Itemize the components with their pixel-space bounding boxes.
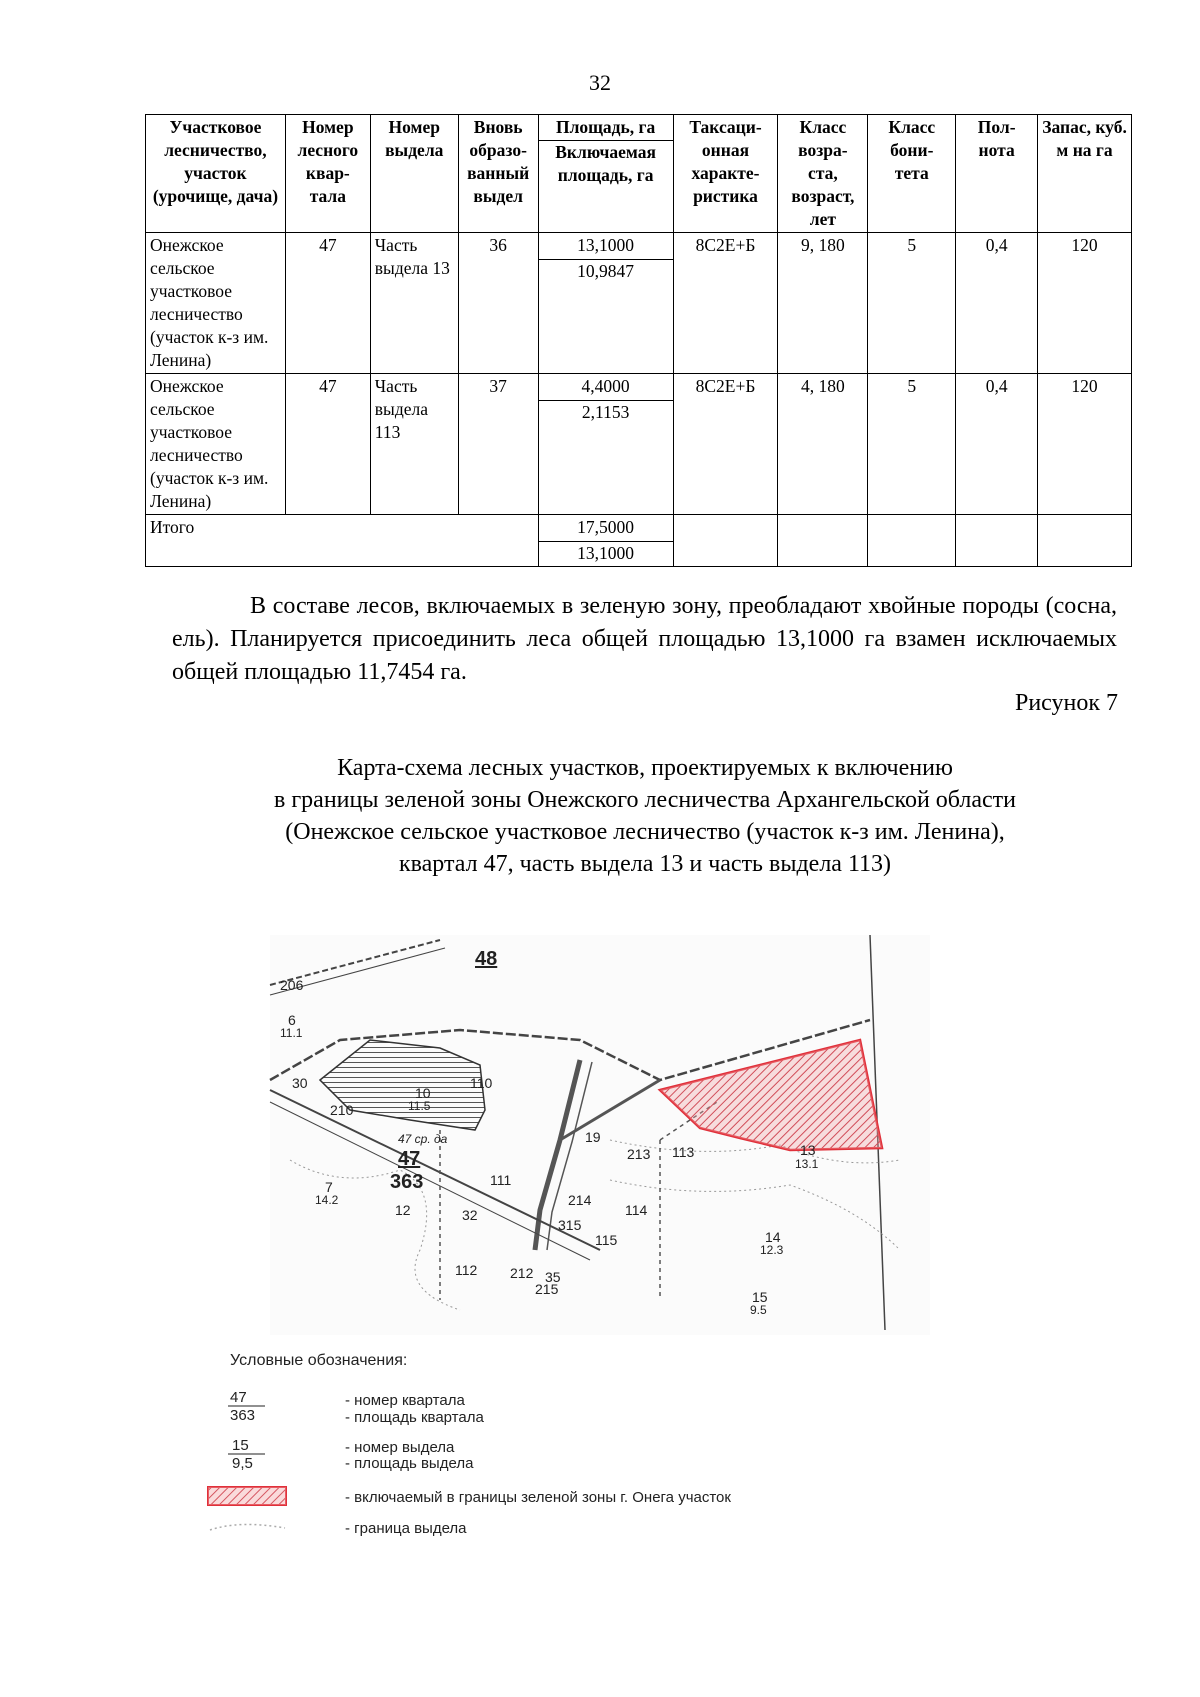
- cell-new-allotment: 36: [458, 233, 538, 374]
- quarter-area-label: 363: [390, 1171, 424, 1193]
- legend-boundary-desc: - граница выдела: [345, 1520, 467, 1537]
- cell-bonitet: 5: [868, 233, 956, 374]
- header-forestry: Участковое лесничество, участок (урочище, дача): [146, 115, 286, 233]
- allotment-label: 12.3: [760, 1243, 784, 1257]
- caption-line: в границы зеленой зоны Онежского лесничества Архангельской области: [273, 787, 1017, 813]
- legend-quarter-num-desc: - номер квартала: [345, 1392, 465, 1409]
- cell-density: 0,4: [956, 374, 1038, 515]
- allotment-label: 30: [292, 1075, 308, 1091]
- allotment-label: 10: [415, 1085, 431, 1101]
- cell-forestry: Онежское сельское участковое лесничество (участок к-з им. Ленина): [146, 233, 286, 374]
- allotment-label: 112: [455, 1262, 478, 1278]
- forest-plots-table: [145, 114, 1132, 567]
- table-total-row: [146, 515, 1132, 567]
- allotment-label: 15: [752, 1289, 768, 1305]
- legend-included-fill: [208, 1487, 286, 1505]
- legend-allot-num: 15: [232, 1437, 249, 1454]
- legend-quarter-area: 363: [230, 1407, 256, 1424]
- allotment-label: 206: [280, 977, 304, 993]
- allotment-label: 212: [510, 1265, 534, 1281]
- cell-stock: 120: [1038, 374, 1132, 515]
- map-svg: [140, 930, 1020, 1550]
- allotment-label: 13: [800, 1142, 816, 1158]
- allotment-label: 214: [568, 1192, 592, 1208]
- allotment-label: 6: [288, 1012, 296, 1028]
- cell-total-area-value: 17,5000: [577, 517, 635, 537]
- quarter-48-label: 48: [475, 948, 498, 970]
- forest-map: [140, 930, 1020, 1550]
- cell-total-included-area: 13,1000: [539, 541, 673, 565]
- cell-total-label: Итого: [146, 515, 539, 567]
- allotment-label: 7: [325, 1179, 333, 1195]
- cell-density: 0,4: [956, 233, 1038, 374]
- allotment-label: 35: [545, 1269, 561, 1285]
- table-row: [146, 233, 1132, 374]
- cell-empty: [1038, 515, 1132, 567]
- cell-new-allotment: 37: [458, 374, 538, 515]
- cell-quarter: 47: [285, 374, 370, 515]
- header-allotment: Номер выдела: [370, 115, 458, 233]
- quarter-47-label: 47: [398, 1148, 421, 1170]
- header-stock: Запас, куб. м на га: [1038, 115, 1132, 233]
- figure-label: Рисунок 7: [1014, 690, 1118, 716]
- legend-included-desc: - включаемый в границы зеленой зоны г. Онега участок: [345, 1489, 731, 1506]
- cell-bonitet: 5: [868, 374, 956, 515]
- allotment-label: 32: [462, 1207, 478, 1223]
- header-new-allotment: Вновь образо- ванный выдел: [458, 115, 538, 233]
- figure-caption: [150, 752, 1140, 880]
- legend-boundary-line: [210, 1524, 285, 1530]
- allotment-label: 315: [558, 1217, 582, 1233]
- caption-line: Карта-схема лесных участков, проектируемых к включению: [337, 755, 953, 781]
- header-area-bottom: Включаемая площадь, га: [555, 142, 656, 185]
- legend-allot-num-desc: - номер выдела: [345, 1439, 455, 1456]
- table-row: [146, 374, 1132, 515]
- allotment-label: 11.1: [280, 1026, 303, 1040]
- allotment-label: 14.2: [315, 1193, 339, 1207]
- table-header-row: [146, 115, 1132, 233]
- cell-empty: [778, 515, 868, 567]
- allotment-label: 114: [625, 1202, 648, 1218]
- allotment-label: 111: [490, 1172, 512, 1188]
- header-quarter: Номер лесного квар- тала: [285, 115, 370, 233]
- allotment-label: 11.5: [408, 1099, 431, 1113]
- allotment-label: 19: [585, 1129, 601, 1145]
- cell-area-value: 13,1000: [577, 235, 635, 255]
- page-number: 32: [589, 70, 611, 95]
- cell-total-area: [538, 515, 673, 567]
- map-legend: [208, 1352, 731, 1537]
- header-bonitet: Класс бони- тета: [868, 115, 956, 233]
- allotment-label: 47 ср. да: [398, 1132, 448, 1146]
- cell-forestry: Онежское сельское участковое лесничество (участок к-з им. Ленина): [146, 374, 286, 515]
- legend-allot-area: 9,5: [232, 1455, 253, 1472]
- cell-stock: 120: [1038, 233, 1132, 374]
- legend-quarter-num: 47: [230, 1389, 247, 1406]
- cell-age: 9, 180: [778, 233, 868, 374]
- allotment-label: 12: [395, 1202, 411, 1218]
- allotment-label: 215: [535, 1281, 559, 1297]
- body-paragraph: В составе лесов, включаемых в зеленую зону, преобладают хвойные породы (сосна, ель). Планируется присоединить леса общей площадью 13,1000 га взамен исключаемых общей площадью 11,7454 га.: [172, 593, 1117, 685]
- cell-empty: [868, 515, 956, 567]
- header-area: [538, 115, 673, 233]
- caption-line: (Онежское сельское участковое лесничество (участок к-з им. Ленина),: [285, 819, 1005, 845]
- cell-area: [538, 374, 673, 515]
- legend-quarter-area-desc: - площадь квартала: [345, 1409, 484, 1426]
- cell-quarter: 47: [285, 233, 370, 374]
- legend-title: Условные обозначения:: [230, 1352, 408, 1369]
- legend-allot-area-desc: - площадь выдела: [345, 1455, 474, 1472]
- cell-age: 4, 180: [778, 374, 868, 515]
- cell-taxation: 8С2Е+Б: [673, 374, 778, 515]
- header-taxation: Таксаци- онная характе- ристика: [673, 115, 778, 233]
- allotment-label: 9.5: [750, 1303, 767, 1317]
- caption-line: квартал 47, часть выдела 13 и часть выдела 113): [398, 851, 892, 877]
- allotment-label: 110: [470, 1075, 493, 1091]
- cell-included-area: 2,1153: [539, 400, 673, 424]
- header-area-top: Площадь, га: [539, 116, 673, 141]
- cell-included-area: 10,9847: [539, 259, 673, 283]
- allotment-label: 13.1: [795, 1157, 819, 1171]
- cell-allotment: Часть выдела 13: [370, 233, 458, 374]
- allotment-label: 210: [330, 1102, 354, 1118]
- cell-empty: [673, 515, 778, 567]
- cell-area: [538, 233, 673, 374]
- allotment-label: 14: [765, 1229, 781, 1245]
- cell-allotment: Часть выдела 113: [370, 374, 458, 515]
- cell-area-value: 4,4000: [581, 376, 630, 396]
- header-age-class: Класс возра- ста, возраст, лет: [778, 115, 868, 233]
- allotment-label: 115: [595, 1232, 618, 1248]
- header-density: Пол- нота: [956, 115, 1038, 233]
- allotment-label: 213: [627, 1146, 651, 1162]
- cell-empty: [956, 515, 1038, 567]
- allotment-label: 113: [672, 1144, 695, 1160]
- cell-taxation: 8С2Е+Б: [673, 233, 778, 374]
